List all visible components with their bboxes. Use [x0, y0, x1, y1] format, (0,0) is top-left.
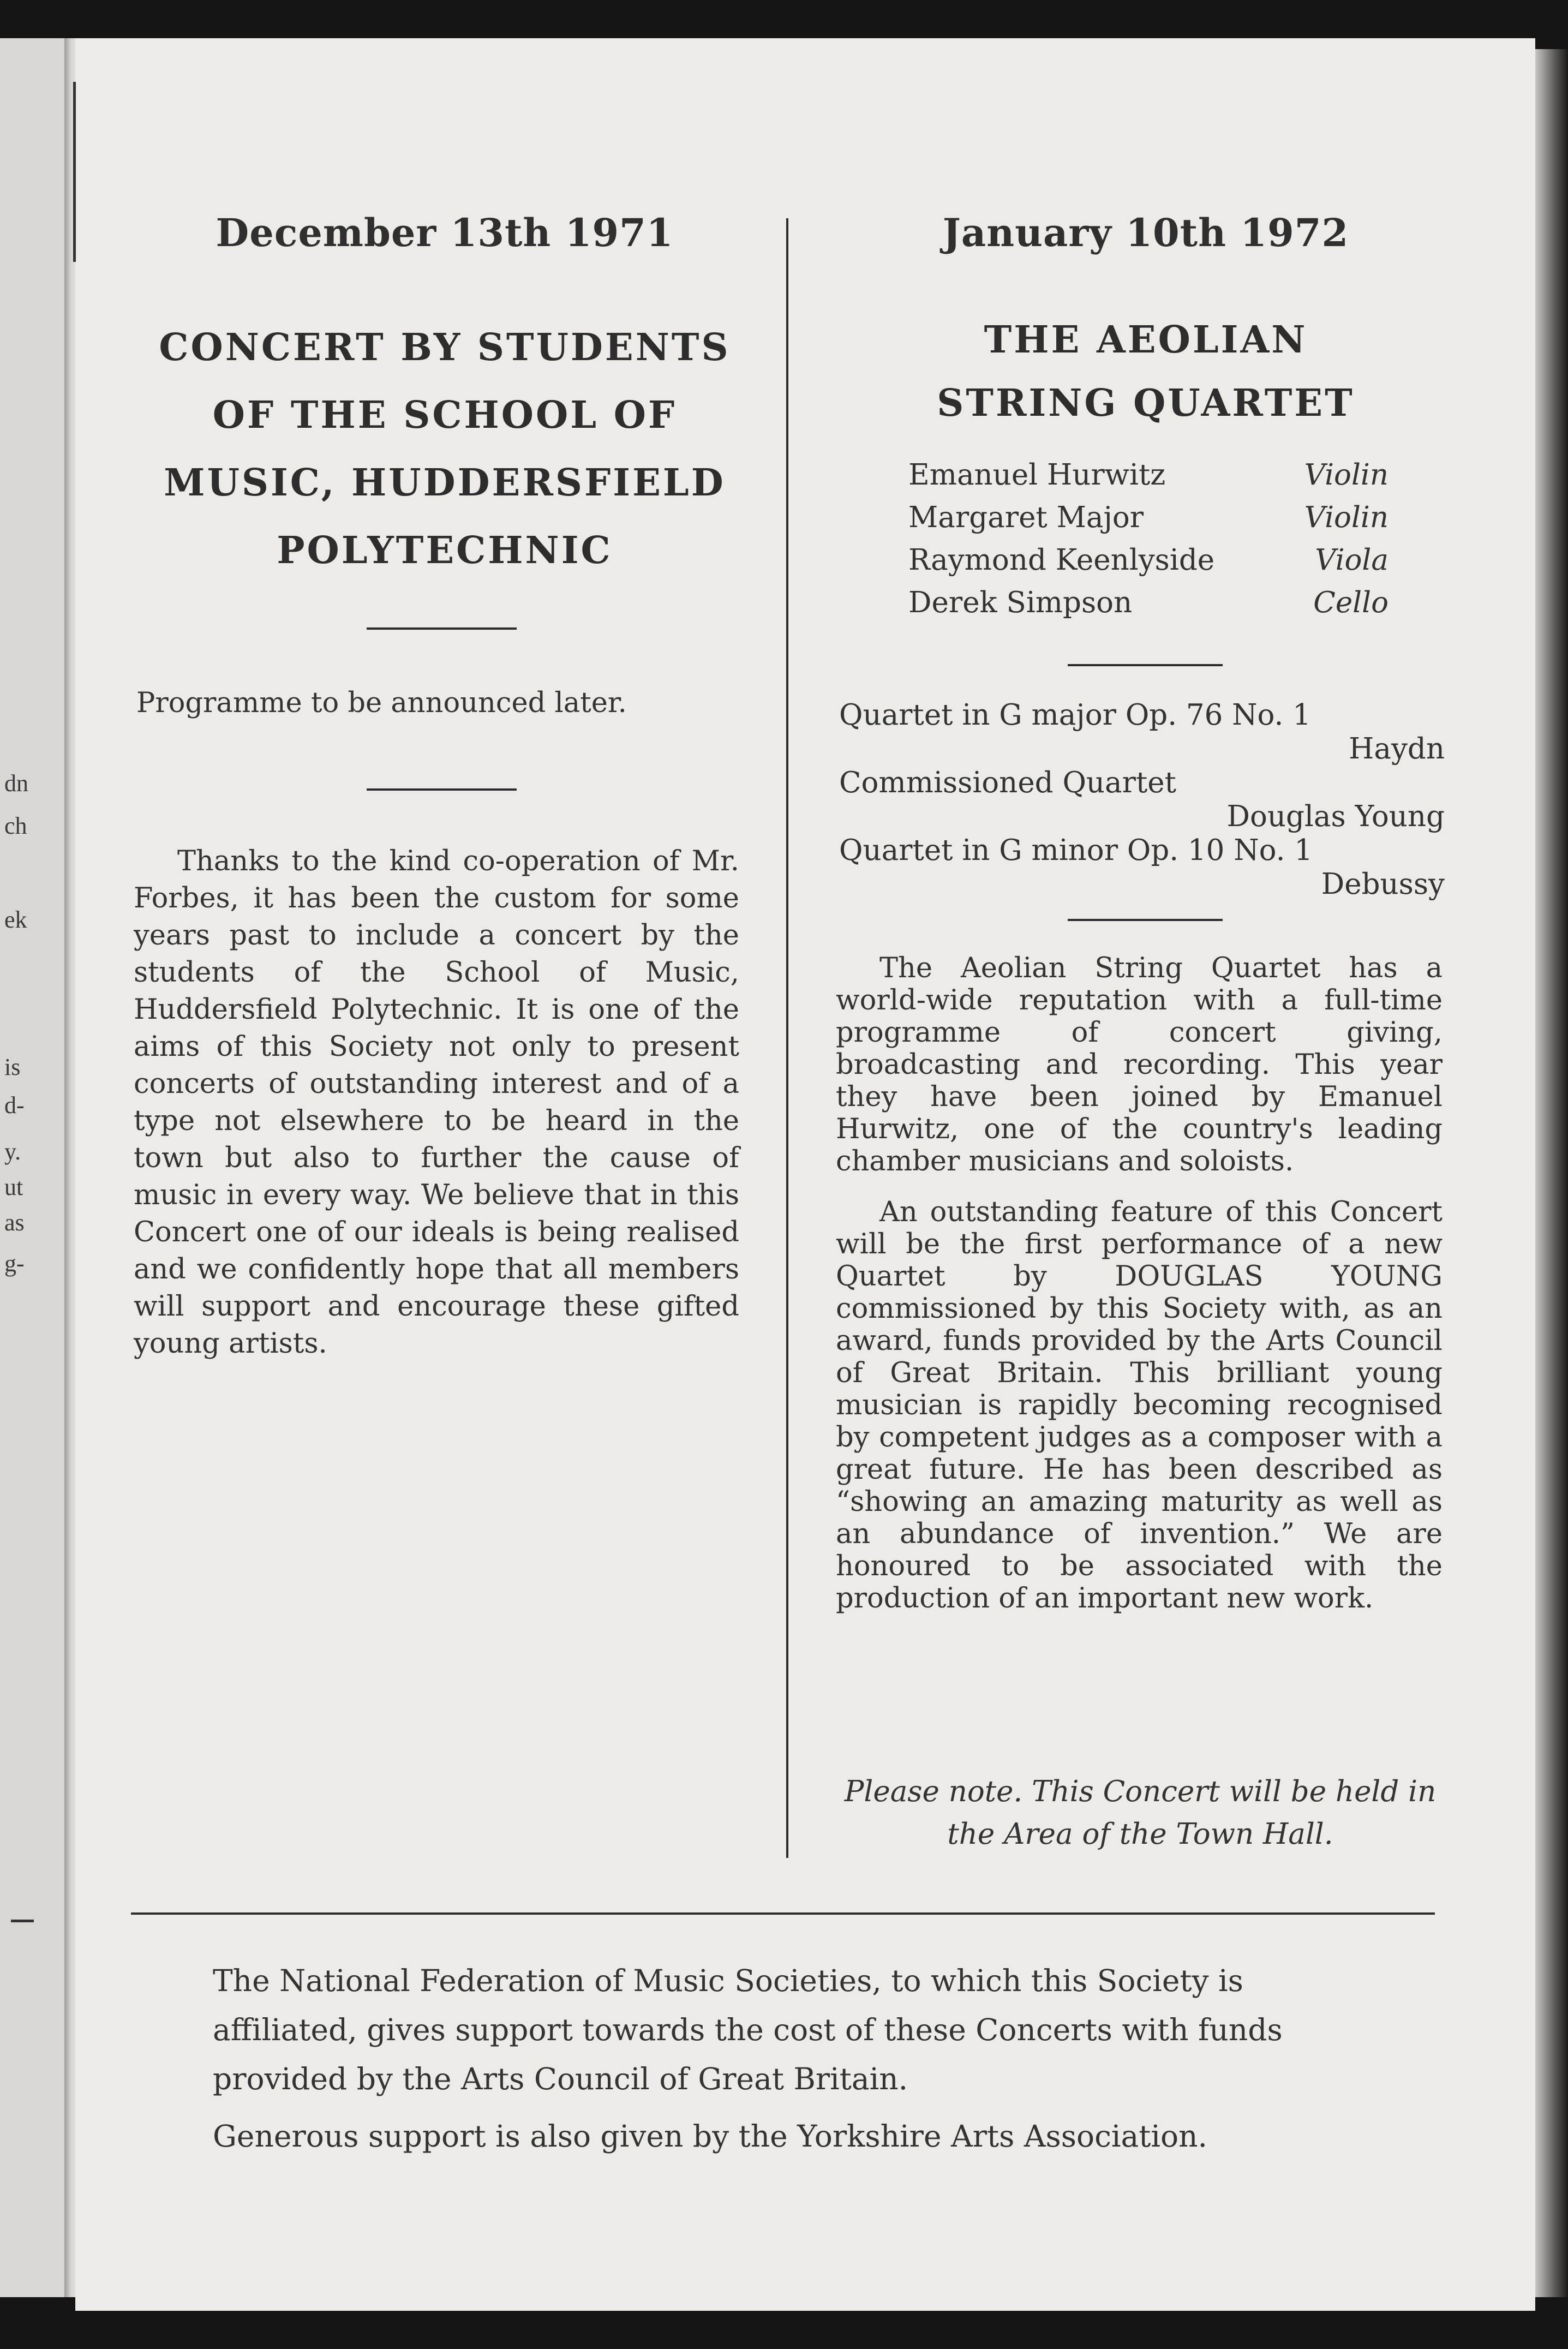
concert-programme — [839, 698, 1445, 901]
programme-work: Quartet in G minor Op. 10 No. 1 — [839, 834, 1313, 867]
prev-page-fragment: as — [4, 1209, 25, 1236]
prev-page-fragment: y. — [4, 1138, 21, 1165]
performer-instrument: Viola — [1315, 543, 1389, 577]
right-concert-date: January 10th 1972 — [942, 210, 1349, 255]
performer-name: Derek Simpson — [908, 586, 1133, 619]
right-concert-description — [836, 952, 1443, 1633]
footer-divider — [131, 1912, 1435, 1915]
edge-dash — [11, 1920, 34, 1922]
performer-name: Emanuel Hurwitz — [908, 458, 1166, 492]
description-paragraph: An outstanding feature of this Concert will be the first performance of a new Quartet by DOUGLAS YOUNG commissioned by this Society with, as an award, funds provided by the Arts Council of Great Britain. This brilliant young musician is rapidly becoming recognised by competent judges as a composer with a great future. He has been described as “showing an amazing maturity as well as an abundance of invention.” We are honoured to be associated with the production of an important new work. — [836, 1196, 1443, 1615]
margin-mark — [73, 82, 76, 262]
left-concert-title — [109, 314, 780, 584]
prev-page-fragment: is — [4, 1054, 21, 1080]
left-concert-description — [134, 843, 739, 1362]
venue-note: Please note. This Concert will be held in the Area of the Town Hall. — [844, 1775, 1437, 1851]
left-concert-date: December 13th 1971 — [216, 210, 674, 255]
description-paragraph: Thanks to the kind co-operation of Mr. Forbes, it has been the custom for some years past to include a concert by the students of the School of Music, Huddersfield Polytechnic. It is one of the aims of this Society not only to present concerts of outstanding interest and of a type not elsewhere to be heard in the town but also to further the cause of music in every way. We believe that in this Concert one of our ideals is being realised and we confidently hope that all members will support and encourage these gifted young artists. — [134, 845, 739, 1360]
prev-page-fragment: ch — [4, 812, 27, 839]
performer-instrument: Violin — [1304, 501, 1389, 534]
prev-page-fragment: ek — [4, 906, 27, 933]
title-line: MUSIC, HUDDERSFIELD — [164, 461, 726, 505]
previous-page-edge — [0, 38, 70, 2297]
performer-name: Margaret Major — [908, 501, 1144, 534]
prev-page-fragment: dn — [4, 770, 28, 797]
yorkshire-acknowledgement: Generous support is also given by the Yorkshire Arts Association. — [213, 2119, 1208, 2154]
performer-row — [908, 501, 1389, 543]
federation-acknowledgement: The National Federation of Music Societies, to which this Society is affiliated, gives support towards the cost of these Concerts with funds provided by the Arts Council of Great Britain. — [213, 1963, 1283, 2096]
section-divider — [1068, 919, 1223, 921]
title-line: CONCERT BY STUDENTS — [159, 326, 731, 369]
performer-instrument: Violin — [1304, 458, 1389, 492]
programme-composer: Haydn — [1349, 732, 1445, 766]
programme-work: Commissioned Quartet — [839, 766, 1176, 799]
description-paragraph: The Aeolian String Quartet has a world-wide reputation with a full-time programme of concert giving, broadcasting and recording. This year they have been joined by Emanuel Hurwitz, one of the country's leading chamber musicians and soloists. — [836, 952, 1443, 1178]
title-line: STRING QUARTET — [937, 381, 1355, 425]
title-line: THE AEOLIAN — [984, 318, 1308, 362]
performer-list — [908, 458, 1389, 629]
programme-announcement: Programme to be announced later. — [136, 687, 627, 719]
programme-composer: Douglas Young — [1226, 800, 1445, 833]
programme-work: Quartet in G major Op. 76 No. 1 — [839, 698, 1311, 732]
performer-row — [908, 543, 1389, 586]
section-divider — [367, 788, 517, 791]
title-line: OF THE SCHOOL OF — [212, 393, 677, 437]
section-divider — [1068, 664, 1223, 666]
section-divider — [367, 627, 517, 630]
prev-page-fragment: d- — [4, 1092, 25, 1119]
programme-composer: Debussy — [1321, 868, 1445, 901]
performer-row — [908, 458, 1389, 501]
column-divider — [786, 218, 788, 1858]
right-concert-title — [797, 308, 1495, 435]
performer-row — [908, 586, 1389, 629]
performer-instrument: Cello — [1313, 586, 1389, 619]
prev-page-fragment: g- — [4, 1250, 25, 1277]
prev-page-fragment: ut — [4, 1174, 23, 1200]
title-line: POLYTECHNIC — [277, 529, 613, 572]
performer-name: Raymond Keenlyside — [908, 543, 1215, 577]
page-edge-shadow — [1535, 49, 1568, 2297]
